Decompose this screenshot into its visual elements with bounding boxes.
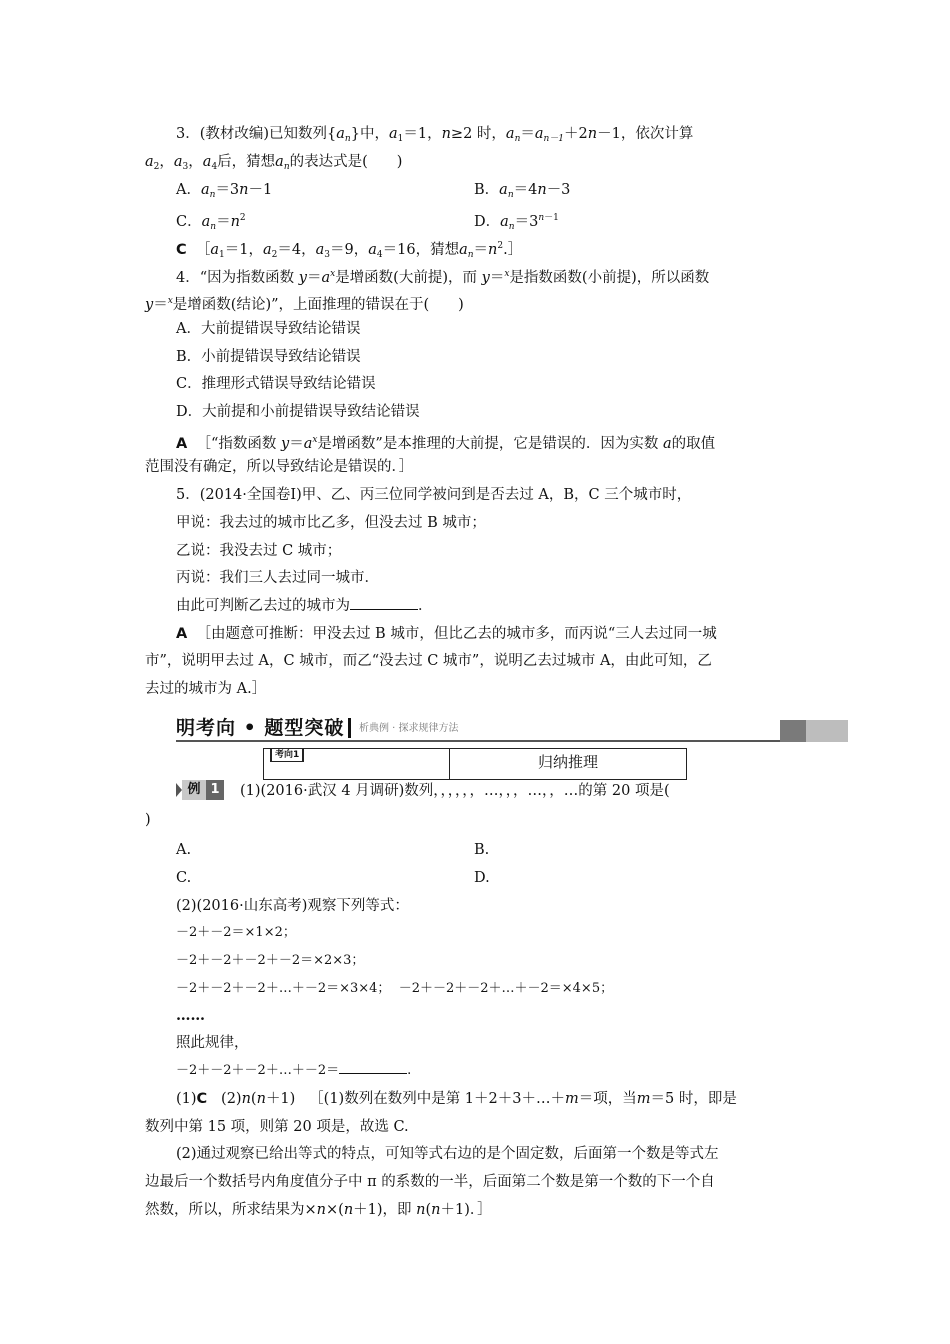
section-subtitle: 析典例 · 探求规律方法 bbox=[359, 723, 459, 734]
answer-text: ［(1)数列在数列中是第 1＋2＋3＋…＋ bbox=[309, 1091, 565, 1107]
q4-option-b: B．小前提错误导致结论错误 bbox=[176, 349, 361, 365]
answer-text: 是增函数”是本推理的大前提，它是错误的．因为实数 bbox=[317, 436, 663, 452]
example1-option-a: A. bbox=[176, 842, 192, 858]
option-text: ＝ bbox=[216, 214, 231, 230]
example1-stem-line1: (1)(2016·武汉 4 月调研)数列，，，，，，…，，，…，，…的第 20 项是( bbox=[240, 783, 670, 799]
answer-text: ( bbox=[250, 1091, 257, 1107]
q5-stem-line2: 甲说：我去过的城市比乙多，但没去过 B 城市； bbox=[176, 515, 486, 531]
q4-text: 是增函数(大前提)，而 bbox=[335, 270, 482, 286]
answer-text: ＝5 时，即是 bbox=[650, 1091, 737, 1107]
answer-text: (2) bbox=[221, 1091, 242, 1107]
q3-text: ， bbox=[188, 154, 203, 170]
q3-text: ＝1， bbox=[403, 126, 442, 142]
answer-text: ＝ bbox=[289, 436, 304, 452]
answer-letter: A bbox=[176, 626, 188, 642]
q5-answer-line3: 去过的城市为 A.］ bbox=[145, 681, 267, 697]
section-decoration-dark bbox=[780, 720, 806, 742]
example-badge bbox=[176, 780, 224, 800]
example1-ellipsis: …… bbox=[176, 1007, 205, 1024]
q3-text: －1，依次计算 bbox=[597, 126, 694, 142]
topic-tag-cell bbox=[264, 749, 450, 779]
answer-text: ＝项，当 bbox=[578, 1091, 637, 1107]
option-label: A． bbox=[176, 182, 201, 198]
q4-text: ＝ bbox=[489, 270, 505, 286]
topic-tag: 考向1 bbox=[270, 749, 304, 762]
example1-answer-line1: (1)C (2)n(n＋1) ［(1)数列在数列中是第 1＋2＋3＋…＋m＝项，当m＝5 时，即是 bbox=[176, 1091, 737, 1107]
answer-text: ＋1) bbox=[265, 1091, 296, 1107]
q4-text: 是指数函数(小前提)，所以函数 bbox=[509, 270, 710, 286]
example1-answer-line2: 数列中第 15 项，则第 20 项是，故选 C. bbox=[145, 1119, 409, 1135]
option-text: －1 bbox=[248, 182, 273, 198]
answer-text: ［“指数函数 bbox=[196, 436, 281, 452]
answer-letter: C bbox=[196, 1091, 208, 1107]
section-decoration-light bbox=[806, 720, 848, 742]
answer-text: 然数，所以，所求结果为× bbox=[145, 1202, 317, 1218]
answer-blank bbox=[350, 597, 418, 610]
q4-stem-line2: y＝$^x$是增函数(结论)”，上面推理的错误在于( ) bbox=[145, 296, 464, 313]
answer-text: ［由题意可推断：甲没去过 B 城市，但比乙去的城市多，而丙说“三人去过同一城 bbox=[196, 626, 717, 642]
option-text: ＝3 bbox=[514, 214, 539, 230]
option-text: ＝3 bbox=[215, 182, 240, 198]
option-text: －3 bbox=[546, 182, 571, 198]
answer-text: ×( bbox=[326, 1202, 344, 1218]
example1-option-d: D. bbox=[474, 870, 490, 886]
q4-text: 是增函数(结论)”，上面推理的错误在于( ) bbox=[172, 297, 464, 313]
badge-label: 例 bbox=[182, 780, 206, 800]
q3-text: 的表达式是( ) bbox=[289, 154, 403, 170]
example1-equation-5 bbox=[176, 1061, 836, 1081]
answer-blank bbox=[339, 1061, 407, 1074]
answer-text: 的取值 bbox=[671, 436, 716, 452]
equation-text: . bbox=[407, 1063, 412, 1078]
badge-number: 1 bbox=[206, 780, 224, 800]
q3-text: }中， bbox=[350, 126, 389, 142]
q5-text: ． bbox=[418, 598, 433, 614]
example1-option-b: B. bbox=[474, 842, 490, 858]
topic-box bbox=[263, 748, 687, 780]
example1-part2-line1: (2)(2016·山东高考)观察下列等式： bbox=[176, 898, 409, 914]
topic-title: 归纳推理 bbox=[537, 753, 598, 771]
equation-text: －2＋－2＋－2＋…＋－2＝×4×5； bbox=[398, 981, 614, 996]
q5-stem-line3: 乙说：我没去过 C 城市； bbox=[176, 543, 342, 559]
option-label: C． bbox=[176, 214, 202, 230]
q3-option-b: B．$a_n=4n-3$ bbox=[474, 182, 571, 200]
q5-stem-line4: 丙说：我们三人去过同一城市． bbox=[176, 570, 379, 586]
q3-text: 3．(教材改编)已知数列{ bbox=[176, 126, 337, 142]
section-divider bbox=[348, 718, 351, 738]
q3-stem-line1: 3．(教材改编)已知数列$\{a_n\}$中，$a_1=1$，n≥2 时，$a_n=a_{n-1}+2n-1$，依次计算 bbox=[176, 126, 694, 144]
answer-text: .］ bbox=[503, 242, 523, 258]
example1-rule: 照此规律， bbox=[176, 1035, 249, 1051]
answer-text: ( bbox=[425, 1202, 432, 1218]
q5-stem-line5 bbox=[176, 596, 836, 616]
answer-text: (1) bbox=[176, 1091, 197, 1107]
q3-option-c: C．$a_n=n^2$ bbox=[176, 213, 246, 232]
q4-text: 4．“因为指数函数 bbox=[176, 270, 299, 286]
q3-option-d: D．$a_n=3^{n-1}$ bbox=[474, 213, 559, 232]
option-label: D． bbox=[474, 214, 501, 230]
example1-equation-3 bbox=[176, 979, 836, 999]
q5-text: 由此可判断乙去过的城市为 bbox=[176, 598, 350, 614]
q3-text: ≥2 时， bbox=[450, 126, 506, 142]
answer-text: ＋1)．］ bbox=[440, 1202, 492, 1218]
example1-answer-line5: 然数，所以，所求结果为×n×(n＋1)，即 n(n＋1)．］ bbox=[145, 1202, 492, 1218]
q4-option-c: C．推理形式错误导致结论错误 bbox=[176, 376, 376, 392]
example1-equation-2: －2＋－2＋－2＋－2＝×2×3； bbox=[176, 953, 365, 968]
example1-answer-line4: 边最后一个数括号内角度值分子中 π 的系数的一半，后面第二个数是第一个数的下一个自 bbox=[145, 1174, 715, 1190]
q3-stem-line2: $a_2$，$a_3$，$a_4$后，猜想$a_n$的表达式是( ) bbox=[145, 154, 403, 172]
q4-answer-line2: 范围没有确定，所以导致结论是错误的．］ bbox=[145, 459, 414, 475]
q3-option-a: A．$a_n=3n-1$ bbox=[176, 182, 273, 200]
answer-text: ＝16，猜想 bbox=[382, 242, 460, 258]
example1-equation-1: －2＋－2＝×1×2； bbox=[176, 925, 296, 940]
option-label: B． bbox=[474, 182, 500, 198]
answer-text: ＝ bbox=[473, 242, 489, 258]
answer-letter: C bbox=[176, 242, 187, 258]
example1-stem-line2: ) bbox=[145, 812, 151, 828]
answer-text: ＝9， bbox=[330, 242, 369, 258]
q3-text: ＝ bbox=[520, 126, 535, 142]
section-title: 明考向 • 题型突破 bbox=[176, 717, 345, 739]
q5-answer-line1 bbox=[176, 624, 836, 644]
answer-text: ［ bbox=[195, 242, 211, 258]
answer-letter: A bbox=[176, 436, 188, 452]
answer-text: ＝4， bbox=[277, 242, 316, 258]
q3-text: 后，猜想 bbox=[217, 154, 276, 170]
equation-text: －2＋－2＋－2＋…＋－2＝ bbox=[176, 1063, 340, 1078]
example1-answer-line3: (2)通过观察已给出等式的特点，可知等式右边的是个固定数，后面第一个数是等式左 bbox=[176, 1146, 719, 1162]
equation-text: －2＋－2＋－2＋…＋－2＝×3×4； bbox=[176, 981, 391, 996]
section-rule bbox=[176, 740, 780, 742]
answer-text: ＝1， bbox=[224, 242, 263, 258]
example1-option-c: C. bbox=[176, 870, 192, 886]
q5-answer-line2: 市”，说明甲去过 A，C 城市，而乙“没去过 C 城市”，说明乙去过城市 A，由此可知，乙 bbox=[145, 653, 712, 669]
q4-option-a: A．大前提错误导致结论错误 bbox=[176, 321, 361, 337]
q4-text: ＝ bbox=[153, 297, 168, 313]
q3-answer: C $[a_1=1$，$a_2=4$，$a_3=9$，$a_4=16$，猜想$a_n=n^2.]$ bbox=[176, 241, 523, 260]
section-header bbox=[176, 716, 848, 742]
q4-text: ＝ bbox=[306, 270, 322, 286]
q5-stem-line1: 5．(2014·全国卷Ⅰ)甲、乙、丙三位同学被问到是否去过 A，B，C 三个城市时， bbox=[176, 487, 692, 503]
q4-answer-line1: A ［“指数函数 $y=a^x$是增函数”是本推理的大前提，它是错误的．因为实数 a的取值 bbox=[176, 435, 716, 452]
answer-text: ＋1)，即 bbox=[353, 1202, 417, 1218]
q4-stem-line1: 4．“因为指数函数 $y=a^x$是增函数(大前提)，而 y＝$^x$是指数函数(小前提)，所以函数 bbox=[176, 269, 710, 286]
option-text: ＝4 bbox=[513, 182, 538, 198]
q3-text: ， bbox=[159, 154, 174, 170]
q4-option-d: D．大前提和小前提错误导致结论错误 bbox=[176, 404, 420, 420]
q3-text: ＋2 bbox=[564, 126, 588, 142]
